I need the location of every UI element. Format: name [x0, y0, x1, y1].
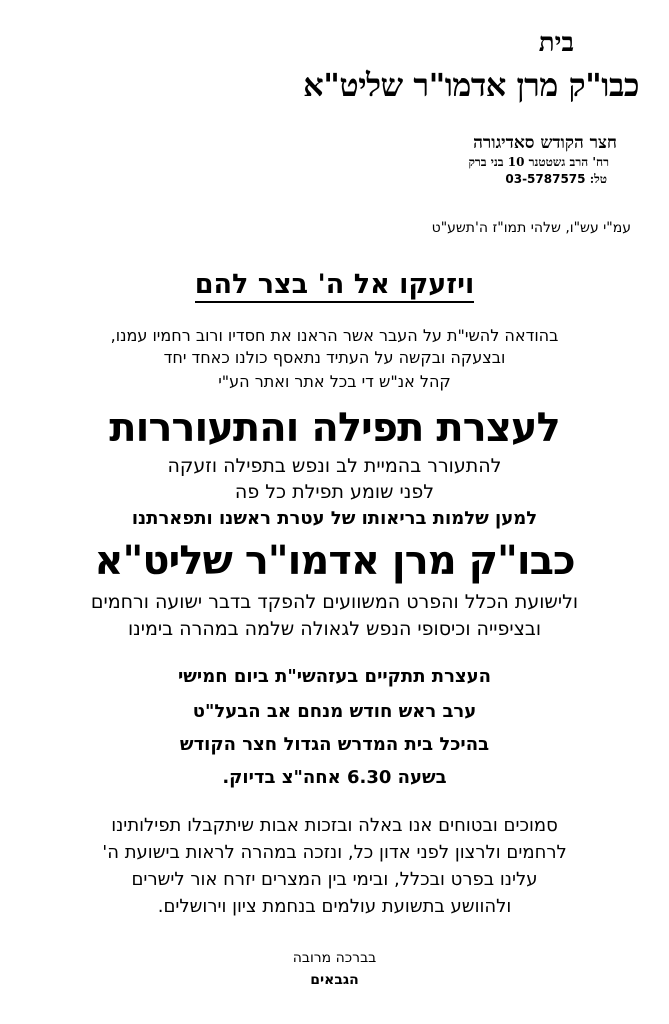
purpose2-line-2: ובציפייה וכיסופי הנפש לגאולה שלמה במהרה בימינו	[127, 618, 542, 640]
date-line: עמ"י עש"ו, שלהי תמו"ז ה'תשע"ט	[431, 220, 631, 236]
closing-line-1: סמוכים ובטוחים אנו באלה ובזכות אבות שיתקבלו תפילותינו	[111, 815, 558, 836]
header-telephone	[505, 172, 607, 187]
intro-line-2: ובצעקה ובקשה על העתיד נתאסף כולנו כאחד יחד	[163, 348, 506, 367]
intro-line-3: קהל אנ"ש די בכל אתר ואתר הע"י	[218, 372, 451, 391]
closing-line-4: ולהוושע בתשועת עולמים בנחמת ציון וירושלים.	[157, 896, 512, 917]
blessing: בברכה מרובה	[292, 950, 377, 966]
intro-line-1: בהודאה להשי"ת על העבר אשר הראנו את חסדיו ורוב רחמיו עמנו,	[110, 326, 559, 345]
purpose-line-3: למען שלמות בריאותו של עטרת ראשנו ותפארתנו	[131, 508, 538, 529]
header-rebbe-name: כבו"ק מרן אדמו"ר שליט"א	[303, 66, 639, 104]
rebbe-heading: כבו"ק מרן אדמו"ר שליט"א	[94, 538, 575, 584]
main-heading: לעצרת תפילה והתעוררות	[109, 405, 560, 451]
event-line-3: בהיכל בית המדרש הגדול חצר הקודש	[179, 734, 490, 755]
tel-label: טל:	[589, 172, 607, 186]
event-line-1: העצרת תתקיים בעזהשי"ת ביום חמישי	[177, 666, 492, 687]
purpose-line-1: להתעורר בהמיית לב ונפש בתפילה וזעקה	[167, 455, 502, 477]
header-beit: בית	[538, 28, 574, 58]
header-address: רח' הרב גשטטנר 10 בני ברק	[468, 155, 609, 169]
closing-line-2: לרחמים ולרצון לפני אדון כל, ונזכה במהרה לראות בישועת ה'	[102, 842, 567, 863]
purpose2-line-1: ולישועת הכלל והפרט המשוועים להפקד בדבר ישועה ורחמים	[90, 591, 579, 613]
tel-number: 03-5787575	[505, 172, 586, 186]
purpose-line-2: לפני שומע תפילת כל פה	[234, 481, 435, 503]
header-court-name: חצר הקודש סאדיגורה	[473, 133, 617, 153]
event-line-2: ערב ראש חודש מנחם אב הבעל"ט	[192, 701, 477, 722]
page-title	[0, 269, 669, 300]
signers: הגבאים	[310, 972, 359, 988]
event-line-4: בשעה 6.30 אחה"צ בדיוק.	[222, 767, 447, 788]
page-title-text: ויזעקו אל ה' בצר להם	[195, 269, 475, 303]
closing-line-3: עלינו בפרט ובכלל, ובימי בין המצרים יזרח אור לישרים	[131, 869, 538, 890]
